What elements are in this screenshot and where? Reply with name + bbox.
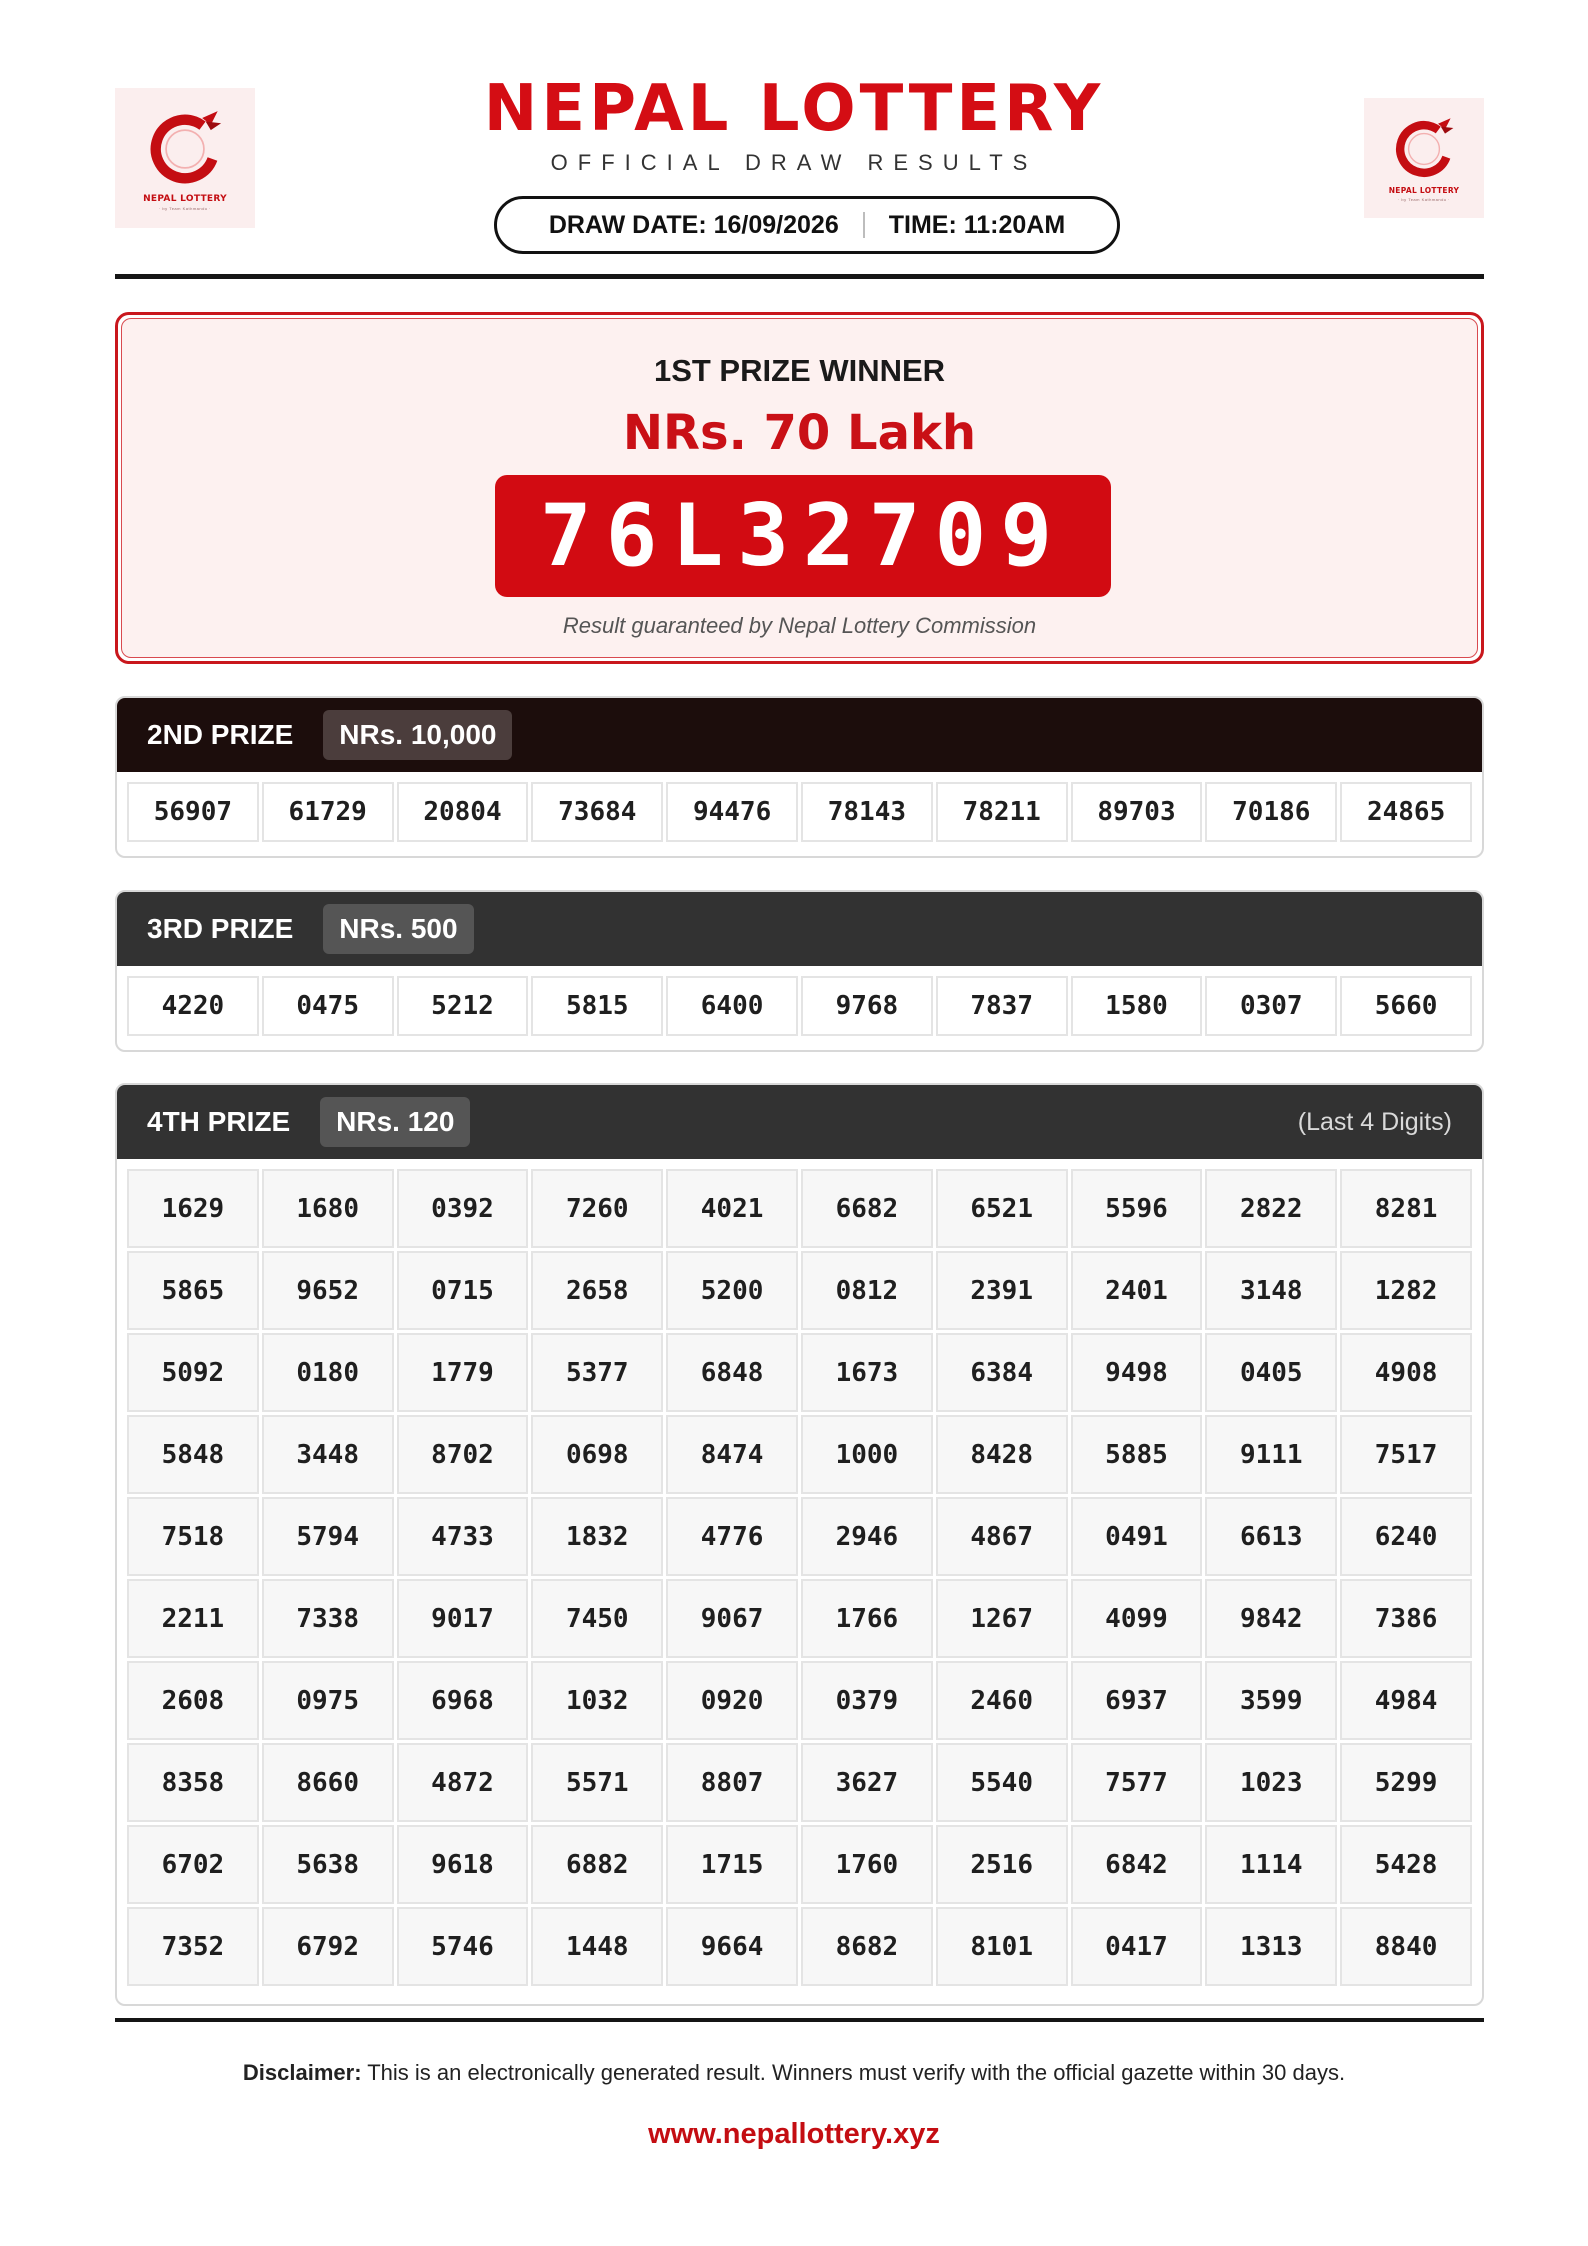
number-cell: 56907 — [127, 782, 259, 842]
number-cell: 7517 — [1340, 1415, 1472, 1494]
number-cell: 9618 — [397, 1825, 529, 1904]
second-prize-header — [117, 698, 1482, 772]
number-cell: 9017 — [397, 1579, 529, 1658]
number-cell: 1448 — [531, 1907, 663, 1986]
number-cell: 5638 — [262, 1825, 394, 1904]
number-cell: 89703 — [1071, 782, 1203, 842]
draw-date: DRAW DATE: 16/09/2026 — [548, 210, 839, 239]
number-cell: 24865 — [1340, 782, 1472, 842]
number-cell: 2391 — [936, 1251, 1068, 1330]
number-cell: 2211 — [127, 1579, 259, 1658]
number-cell: 5571 — [531, 1743, 663, 1822]
number-cell: 8281 — [1340, 1169, 1472, 1248]
fourth-prize-label: 4TH PRIZE — [147, 1106, 291, 1137]
draw-info-pill — [494, 196, 1120, 254]
number-cell: 3627 — [801, 1743, 933, 1822]
number-cell: 0975 — [262, 1661, 394, 1740]
number-cell: 2460 — [936, 1661, 1068, 1740]
number-cell: 7450 — [531, 1579, 663, 1658]
number-cell: 1313 — [1205, 1907, 1337, 1986]
number-cell: 94476 — [666, 782, 798, 842]
number-cell: 73684 — [531, 782, 663, 842]
number-cell: 6521 — [936, 1169, 1068, 1248]
number-cell: 0405 — [1205, 1333, 1337, 1412]
first-prize-note: Result guaranteed by Nepal Lottery Commission — [562, 613, 1037, 638]
number-cell: 0715 — [397, 1251, 529, 1330]
fourth-prize-numbers — [117, 1159, 1482, 1996]
number-cell: 0491 — [1071, 1497, 1203, 1576]
number-cell: 6882 — [531, 1825, 663, 1904]
number-cell: 8840 — [1340, 1907, 1472, 1986]
number-cell: 1282 — [1340, 1251, 1472, 1330]
number-cell: 0379 — [801, 1661, 933, 1740]
number-cell: 9652 — [262, 1251, 394, 1330]
first-prize-inner — [121, 318, 1478, 658]
third-prize-section — [115, 890, 1484, 1052]
fourth-prize-amount: NRs. 120 — [320, 1097, 470, 1147]
number-cell: 7837 — [936, 976, 1068, 1036]
number-cell: 5596 — [1071, 1169, 1203, 1248]
first-prize-amount: NRs. 70 Lakh — [622, 405, 977, 461]
number-cell: 5848 — [127, 1415, 259, 1494]
third-prize-numbers — [117, 966, 1482, 1046]
number-cell: 6848 — [666, 1333, 798, 1412]
number-cell: 4220 — [127, 976, 259, 1036]
number-cell: 6613 — [1205, 1497, 1337, 1576]
number-cell: 4984 — [1340, 1661, 1472, 1740]
logo-subtext: · by Team Kathmandu · — [1397, 197, 1450, 202]
number-cell: 7260 — [531, 1169, 663, 1248]
first-prize-card — [115, 312, 1484, 664]
number-cell: 5377 — [531, 1333, 663, 1412]
number-cell: 8702 — [397, 1415, 529, 1494]
number-cell: 1023 — [1205, 1743, 1337, 1822]
disclaimer — [0, 2060, 1588, 2086]
fourth-prize-note: (Last 4 Digits) — [1297, 1107, 1452, 1136]
number-cell: 7577 — [1071, 1743, 1203, 1822]
number-cell: 78143 — [801, 782, 933, 842]
number-cell: 0307 — [1205, 976, 1337, 1036]
number-cell: 2822 — [1205, 1169, 1337, 1248]
number-cell: 8101 — [936, 1907, 1068, 1986]
number-cell: 6937 — [1071, 1661, 1203, 1740]
first-prize-number: 76L32709 — [495, 475, 1111, 597]
number-cell: 1629 — [127, 1169, 259, 1248]
number-cell: 6400 — [666, 976, 798, 1036]
number-cell: 6842 — [1071, 1825, 1203, 1904]
number-cell: 1673 — [801, 1333, 933, 1412]
number-cell: 9498 — [1071, 1333, 1203, 1412]
number-cell: 5428 — [1340, 1825, 1472, 1904]
number-cell: 6792 — [262, 1907, 394, 1986]
number-cell: 6682 — [801, 1169, 933, 1248]
disclaimer-text: This is an electronically generated result. Winners must verify with the official gazette within 30 days. — [361, 2060, 1346, 2085]
number-cell: 8474 — [666, 1415, 798, 1494]
number-cell: 6384 — [936, 1333, 1068, 1412]
number-cell: 61729 — [262, 782, 394, 842]
number-cell: 1779 — [397, 1333, 529, 1412]
number-cell: 8428 — [936, 1415, 1068, 1494]
number-cell: 0392 — [397, 1169, 529, 1248]
logo-text: NEPAL LOTTERY — [143, 193, 227, 204]
number-cell: 0180 — [262, 1333, 394, 1412]
number-cell: 5660 — [1340, 976, 1472, 1036]
number-cell: 5865 — [127, 1251, 259, 1330]
number-cell: 2658 — [531, 1251, 663, 1330]
website-link[interactable]: www.nepallottery.xyz — [648, 2118, 940, 2150]
footer-divider — [115, 2018, 1484, 2022]
number-cell: 9768 — [801, 976, 933, 1036]
number-cell: 0698 — [531, 1415, 663, 1494]
number-cell: 0475 — [262, 976, 394, 1036]
second-prize-section — [115, 696, 1484, 858]
number-cell: 4867 — [936, 1497, 1068, 1576]
fourth-prize-header — [117, 1085, 1482, 1159]
number-cell: 4021 — [666, 1169, 798, 1248]
number-cell: 4776 — [666, 1497, 798, 1576]
number-cell: 1715 — [666, 1825, 798, 1904]
number-cell: 0920 — [666, 1661, 798, 1740]
number-cell: 70186 — [1205, 782, 1337, 842]
number-cell: 8807 — [666, 1743, 798, 1822]
number-cell: 20804 — [397, 782, 529, 842]
third-prize-header — [117, 892, 1482, 966]
number-cell: 2516 — [936, 1825, 1068, 1904]
logo-subtext: · by Team Kathmandu · — [158, 205, 211, 211]
number-cell: 7338 — [262, 1579, 394, 1658]
number-cell: 7352 — [127, 1907, 259, 1986]
number-cell: 1766 — [801, 1579, 933, 1658]
number-cell: 8660 — [262, 1743, 394, 1822]
page-title: NEPAL LOTTERY — [483, 72, 1105, 146]
second-prize-numbers — [117, 772, 1482, 852]
number-cell: 1032 — [531, 1661, 663, 1740]
number-cell: 5299 — [1340, 1743, 1472, 1822]
number-cell: 6702 — [127, 1825, 259, 1904]
number-cell: 8682 — [801, 1907, 933, 1986]
number-cell: 5746 — [397, 1907, 529, 1986]
number-cell: 1760 — [801, 1825, 933, 1904]
number-cell: 3599 — [1205, 1661, 1337, 1740]
number-cell: 9111 — [1205, 1415, 1337, 1494]
first-prize-label: 1ST PRIZE WINNER — [653, 353, 946, 388]
number-cell: 1000 — [801, 1415, 933, 1494]
pill-divider — [863, 212, 865, 238]
logo-text: NEPAL LOTTERY — [1388, 186, 1460, 195]
number-cell: 2401 — [1071, 1251, 1203, 1330]
number-cell: 4908 — [1340, 1333, 1472, 1412]
third-prize-label: 3RD PRIZE — [147, 913, 294, 944]
number-cell: 4733 — [397, 1497, 529, 1576]
number-cell: 5815 — [531, 976, 663, 1036]
number-cell: 1832 — [531, 1497, 663, 1576]
number-cell: 9664 — [666, 1907, 798, 1986]
number-cell: 78211 — [936, 782, 1068, 842]
page-subtitle: OFFICIAL DRAW RESULTS — [550, 150, 1038, 175]
number-cell: 7518 — [127, 1497, 259, 1576]
number-cell: 5092 — [127, 1333, 259, 1412]
number-cell: 0417 — [1071, 1907, 1203, 1986]
number-cell: 5794 — [262, 1497, 394, 1576]
number-cell: 0812 — [801, 1251, 933, 1330]
number-cell: 5200 — [666, 1251, 798, 1330]
number-cell: 1680 — [262, 1169, 394, 1248]
header-divider — [115, 274, 1484, 279]
number-cell: 1267 — [936, 1579, 1068, 1658]
number-cell: 7386 — [1340, 1579, 1472, 1658]
number-cell: 1580 — [1071, 976, 1203, 1036]
number-cell: 5212 — [397, 976, 529, 1036]
fourth-prize-section — [115, 1083, 1484, 2006]
number-cell: 2946 — [801, 1497, 933, 1576]
third-prize-amount: NRs. 500 — [323, 904, 473, 954]
number-cell: 2608 — [127, 1661, 259, 1740]
number-cell: 4872 — [397, 1743, 529, 1822]
number-cell: 5540 — [936, 1743, 1068, 1822]
number-cell: 8358 — [127, 1743, 259, 1822]
number-cell: 6240 — [1340, 1497, 1472, 1576]
number-cell: 6968 — [397, 1661, 529, 1740]
number-cell: 9067 — [666, 1579, 798, 1658]
number-cell: 4099 — [1071, 1579, 1203, 1658]
second-prize-label: 2ND PRIZE — [147, 719, 294, 750]
second-prize-amount: NRs. 10,000 — [323, 710, 512, 760]
number-cell: 9842 — [1205, 1579, 1337, 1658]
number-cell: 1114 — [1205, 1825, 1337, 1904]
number-cell: 5885 — [1071, 1415, 1203, 1494]
number-cell: 3448 — [262, 1415, 394, 1494]
number-cell: 3148 — [1205, 1251, 1337, 1330]
draw-time: TIME: 11:20AM — [888, 210, 1066, 239]
disclaimer-label: Disclaimer: — [242, 2060, 362, 2085]
